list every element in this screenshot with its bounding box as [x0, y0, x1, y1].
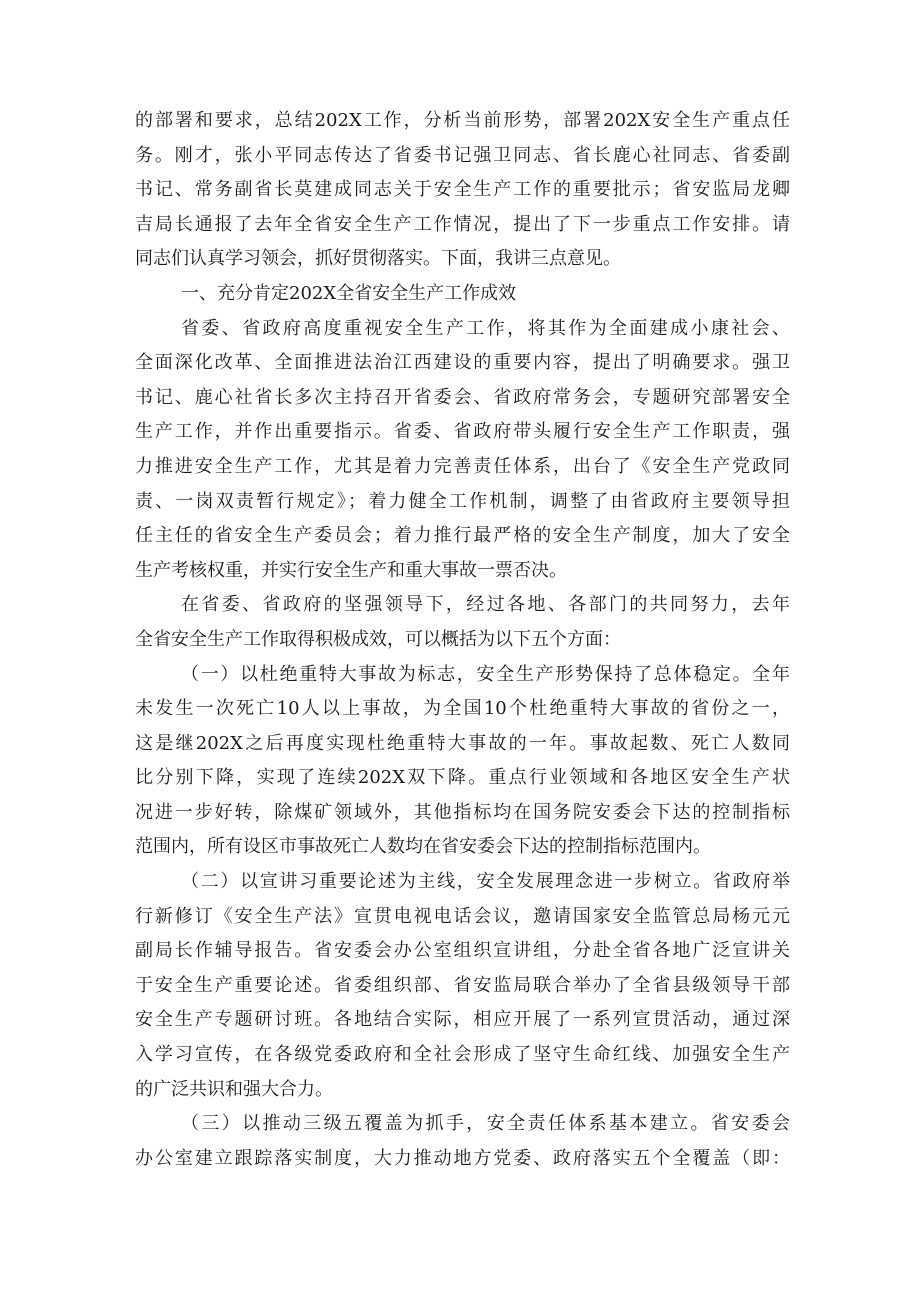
text-line: 一、充分肯定202X全省安全生产工作成效	[181, 282, 517, 304]
document-page	[135, 104, 790, 1176]
text-line: 务。刚才，张小平同志传达了省委书记强卫同志、省长鹿心社同志、省委副	[135, 144, 790, 166]
text-line: 行新修订《安全生产法》宣贯电视电话会议，邀请国家安全监管总局杨元元	[135, 905, 790, 927]
text-line: 况进一步好转，除煤矿领域外，其他指标均在国务院安委会下达的控制指标	[135, 801, 790, 823]
text-line: 这是继202X之后再度实现杜绝重特大事故的一年。事故起数、死亡人数同	[135, 732, 790, 754]
text-line: 全省安全生产工作取得积极成效，可以概括为以下五个方面：	[135, 628, 621, 650]
text-line: 入学习宣传，在各级党委政府和全社会形成了坚守生命红线、加强安全生产	[135, 1044, 790, 1066]
text-line: 范围内，所有设区市事故死亡人数均在省安委会下达的控制指标范围内。	[135, 836, 711, 858]
text-line: 未发生一次死亡10人以上事故，为全国10个杜绝重特大事故的省份之一，	[135, 698, 790, 720]
text-line: 全面深化改革、全面推进法治江西建设的重要内容，提出了明确要求。强卫	[135, 352, 790, 374]
text-line: 责、一岗双责暂行规定》；着力健全工作机制，调整了由省政府主要领导担	[135, 490, 790, 512]
text-line: 副局长作辅导报告。省安委会办公室组织宣讲组，分赴全省各地广泛宣讲关	[135, 940, 790, 962]
text-line: 的广泛共识和强大合力。	[135, 1078, 333, 1100]
text-line: 吉局长通报了去年全省安全生产工作情况，提出了下一步重点工作安排。请	[135, 213, 790, 235]
text-line: （一）以杜绝重特大事故为标志，安全生产形势保持了总体稳定。全年	[181, 663, 790, 685]
text-line: 省委、省政府高度重视安全生产工作，将其作为全面建成小康社会、	[181, 317, 790, 339]
text-line: 安全生产专题研讨班。各地结合实际，相应开展了一系列宣贯活动，通过深	[135, 1009, 790, 1031]
text-line: 书记、常务副省长莫建成同志关于安全生产工作的重要批示；省安监局龙卿	[135, 179, 790, 201]
text-line: 比分别下降，实现了连续202X双下降。重点行业领域和各地区安全生产状	[135, 767, 790, 789]
text-line: （三）以推动三级五覆盖为抓手，安全责任体系基本建立。省安委会	[181, 1113, 790, 1135]
text-line: 同志们认真学习领会，抓好贯彻落实。下面，我讲三点意见。	[135, 248, 621, 270]
text-line: 的部署和要求，总结202X工作，分析当前形势，部署202X安全生产重点任	[135, 110, 790, 131]
text-line: 在省委、省政府的坚强领导下，经过各地、各部门的共同努力，去年	[181, 594, 790, 616]
text-line: （二）以宣讲习重要论述为主线，安全发展理念进一步树立。省政府举	[181, 871, 790, 893]
text-line: 生产考核权重，并实行安全生产和重大事故一票否决。	[135, 559, 567, 581]
text-line: 于安全生产重要论述。省委组织部、省安监局联合举办了全省县级领导干部	[135, 974, 790, 996]
text-line: 办公室建立跟踪落实制度，大力推动地方党委、政府落实五个全覆盖（即：	[135, 1147, 790, 1169]
text-line: 力推进安全生产工作，尤其是着力完善责任体系，出台了《安全生产党政同	[135, 455, 790, 477]
text-line: 任主任的省安全生产委员会；着力推行最严格的安全生产制度，加大了安全	[135, 525, 790, 547]
text-line: 生产工作，并作出重要指示。省委、省政府带头履行安全生产工作职责，强	[135, 421, 790, 443]
text-line: 书记、鹿心社省长多次主持召开省委会、省政府常务会，专题研究部署安全	[135, 386, 790, 408]
